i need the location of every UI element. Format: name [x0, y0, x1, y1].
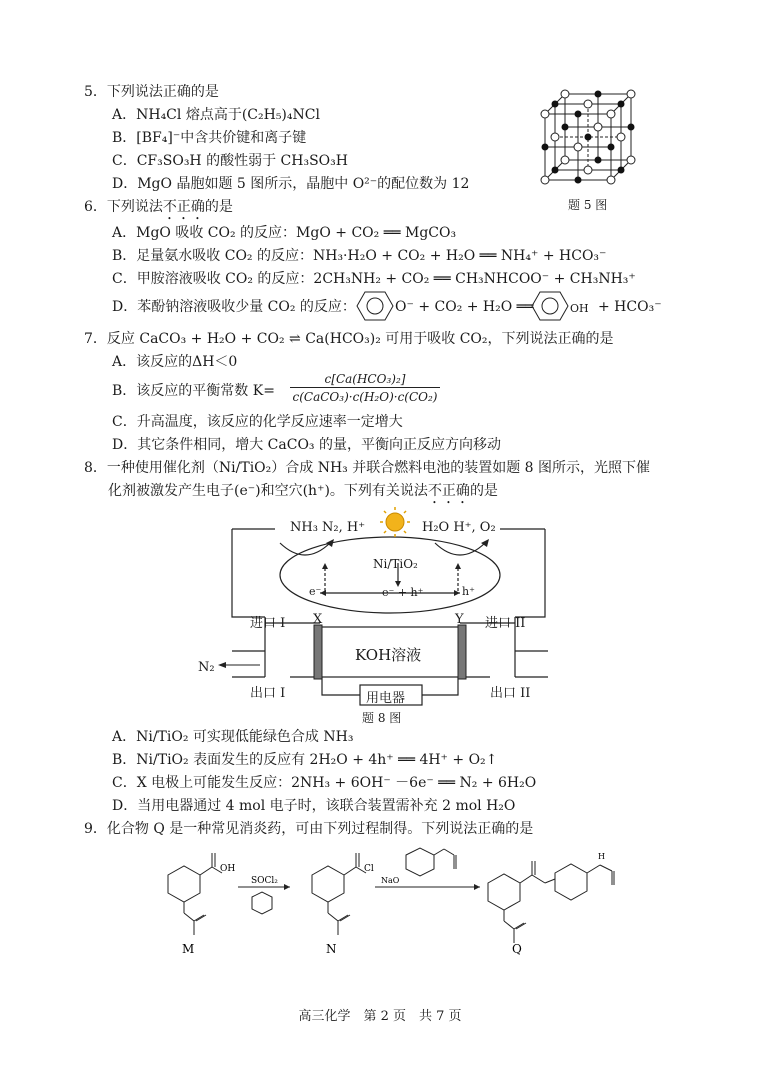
phenol-oh-label: OH [570, 302, 589, 315]
q6-option-c: C．甲胺溶液吸收 CO₂ 的反应：2CH₃NH₂ + CO₂ ══ CH₃NHCOO⁻ + CH₃NH₃⁺ [112, 271, 636, 287]
fig8-electrode-x: X [313, 612, 323, 627]
q8-stem-line-1: 8．一种使用催化剂（Ni/TiO₂）合成 NH₃ 并联合燃料电池的装置如题 8 图所示，光照下催 [84, 460, 651, 476]
fig8-electron-label: e⁻ [309, 585, 322, 598]
q8-stem-emphasis: 不正确 [427, 483, 470, 499]
q5-option-c: C．CF₃SO₃H 的酸性弱于 CH₃SO₃H [112, 153, 348, 169]
q8-stem-post: 的是 [469, 483, 498, 499]
phenoxide-benzene-ring [355, 290, 395, 322]
q7-option-b: B．该反应的平衡常数 K= [112, 383, 275, 399]
fig8-eh-label: e⁻ + h⁺ [382, 586, 424, 599]
nao-label: NaO [381, 876, 400, 885]
fig8-n2-label: N₂ [198, 660, 215, 675]
q6-stem-post: 的是 [204, 199, 233, 215]
fuel-cell-apparatus-figure [210, 505, 570, 710]
q6-option-a: A．MgO 吸收 CO₂ 的反应：MgO + CO₂ ══ MgCO₃ [112, 225, 457, 241]
q6-option-d-middle: O⁻ + CO₂ + H₂O ══ [395, 299, 534, 315]
q7-option-c: C．升高温度，该反应的化学反应速率一定增大 [112, 414, 403, 430]
q6-option-d-post: + HCO₃⁻ [598, 299, 662, 315]
q5-option-a: A．NH₄Cl 熔点高于(C₂H₅)₄NCl [112, 107, 320, 123]
q6-stem-pre: 6．下列说法 [84, 199, 163, 215]
fig8-inlet-2: 进口 II [485, 616, 526, 631]
q9-reaction-scheme [150, 845, 670, 960]
page-footer: 高三化学 第 2 页 共 7 页 [298, 1009, 462, 1024]
fig8-left-top-label: NH₃ N₂, H⁺ [290, 520, 366, 535]
sun-icon [380, 507, 410, 537]
q-h-label: H [598, 852, 605, 861]
q5-option-b: B．[BF₄]⁻中含共价键和离子键 [112, 130, 307, 146]
fig8-outlet-1: 出口 I [250, 686, 286, 701]
q8-stem-line-2 [108, 482, 498, 507]
fig8-hole-label: h⁺ [462, 585, 475, 598]
equilibrium-denominator: c(CaCO₃)·c(H₂O)·c(CO₂) [292, 390, 438, 404]
q8-option-a: A．Ni/TiO₂ 可实现低能绿色合成 NH₃ [112, 729, 354, 745]
q7-option-a: A．该反应的ΔH＜0 [112, 354, 238, 370]
fig8-solution-label: KOH溶液 [355, 646, 422, 664]
q8-option-b: B．Ni/TiO₂ 表面发生的反应有 2H₂O + 4h⁺ ══ 4H⁺ + O₂↑ [112, 752, 498, 768]
figure-8-caption: 题 8 图 [362, 711, 402, 725]
q6-option-b: B．足量氨水吸收 CO₂ 的反应：NH₃·H₂O + CO₂ + H₂O ══ NH₄⁺ + HCO₃⁻ [112, 248, 607, 264]
n-cl-label: Cl [364, 864, 374, 874]
compound-n-label: N [326, 942, 337, 956]
fig8-inlet-1: 进口 I [250, 616, 286, 631]
q5-option-d: D．MgO 晶胞如题 5 图所示，晶胞中 O²⁻的配位数为 12 [112, 176, 470, 192]
compound-m-label: M [182, 942, 195, 956]
m-oh-label: OH [220, 864, 236, 874]
q8-option-d: D．当用电器通过 4 mol 电子时，该联合装置需补充 2 mol H₂O [112, 798, 516, 814]
fig8-electrode-y: Y [455, 612, 464, 627]
q9-stem: 9．化合物 Q 是一种常见消炎药，可由下列过程制得。下列说法正确的是 [84, 821, 534, 837]
q8-stem-pre: 化剂被激发产生电子(e⁻)和空穴(h⁺)。下列有关说法 [108, 483, 428, 499]
fig8-right-top-label: H₂O H⁺, O₂ [422, 520, 496, 535]
q6-stem-emphasis: 不正确 [162, 199, 205, 215]
compound-q-label: Q [512, 942, 522, 956]
phenol-benzene-ring [530, 290, 570, 322]
mgo-unit-cell-figure [535, 86, 645, 196]
q6-option-d: D．苯酚钠溶液吸收少量 CO₂ 的反应： [112, 299, 356, 315]
fig8-device-label: 用电器 [366, 691, 406, 706]
q8-option-c: C．X 电极上可能发生反应：2NH₃ + 6OH⁻ －6e⁻ ══ N₂ + 6H₂O [112, 775, 537, 791]
figure-5-caption: 题 5 图 [568, 198, 608, 212]
equilibrium-numerator: c[Ca(HCO₃)₂] [290, 371, 440, 388]
socl2-label: SOCl₂ [251, 876, 278, 886]
q6-stem [84, 198, 233, 223]
q5-stem: 5．下列说法正确的是 [84, 84, 219, 100]
fig8-catalyst-label: Ni/TiO₂ [373, 557, 418, 571]
q7-stem: 7．反应 CaCO₃ + H₂O + CO₂ ⇌ Ca(HCO₃)₂ 可用于吸收 CO₂，下列说法正确的是 [84, 331, 614, 347]
fig8-outlet-2: 出口 II [490, 686, 531, 701]
q7-option-d: D．其它条件相同，增大 CaCO₃ 的量，平衡向正反应方向移动 [112, 437, 501, 453]
